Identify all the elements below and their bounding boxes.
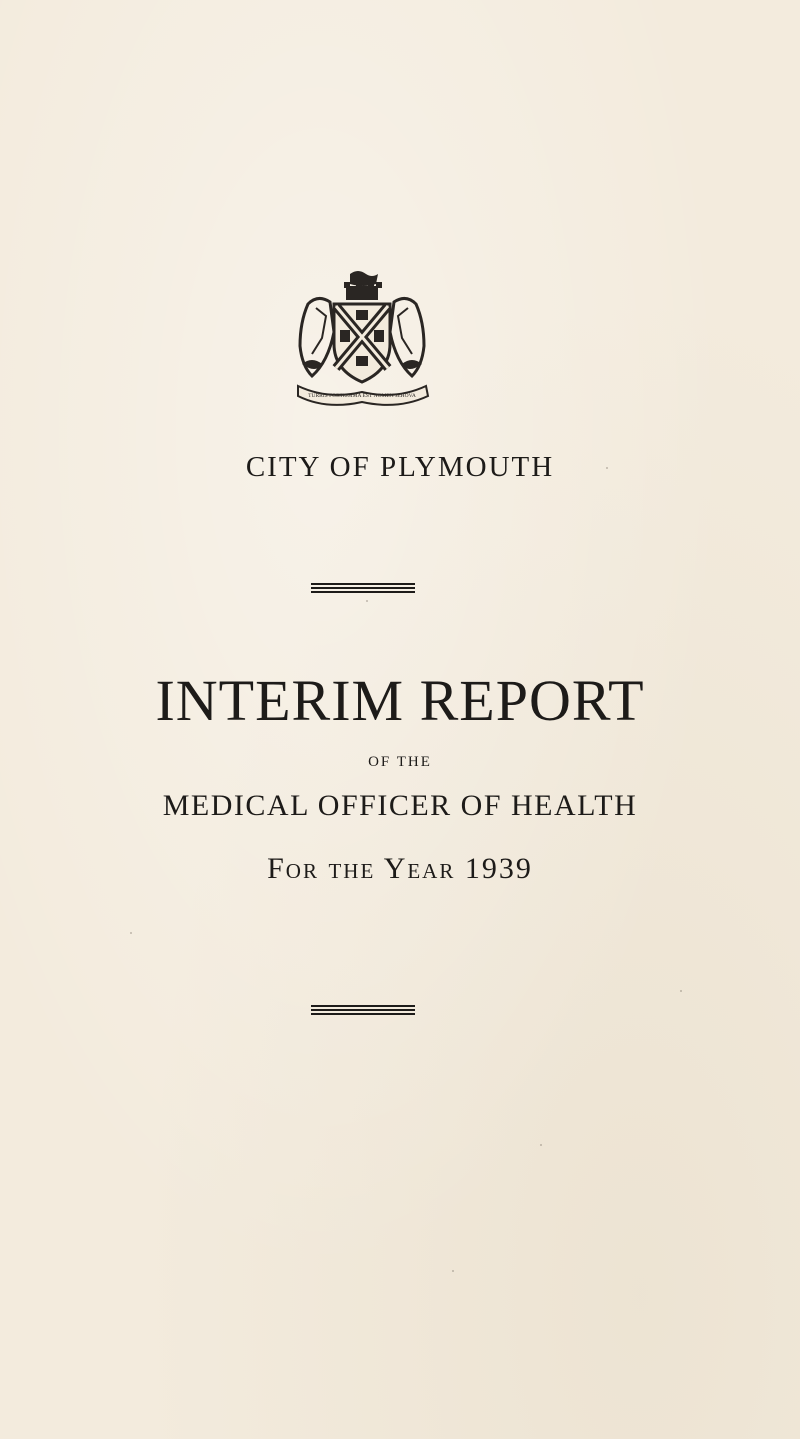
paper-speck xyxy=(366,600,368,602)
paper-speck xyxy=(680,990,682,992)
report-title: INTERIM REPORT xyxy=(155,668,645,733)
paper-speck xyxy=(452,1270,454,1272)
coat-of-arms-icon xyxy=(294,268,430,410)
year-line: For the Year 1939 xyxy=(267,852,533,885)
officer-title: MEDICAL OFFICER OF HEALTH xyxy=(162,789,638,822)
bottom-divider xyxy=(311,1005,415,1017)
of-the-text: OF THE xyxy=(368,754,432,770)
paper-speck xyxy=(606,467,608,469)
paper-speck xyxy=(130,932,132,934)
city-title: CITY OF PLYMOUTH xyxy=(245,451,555,483)
crest-motto-text: TURRIS FORTISSIMA EST NOMEN JEHOVA xyxy=(308,393,416,399)
paper-speck xyxy=(540,1144,542,1146)
top-divider xyxy=(311,583,415,595)
